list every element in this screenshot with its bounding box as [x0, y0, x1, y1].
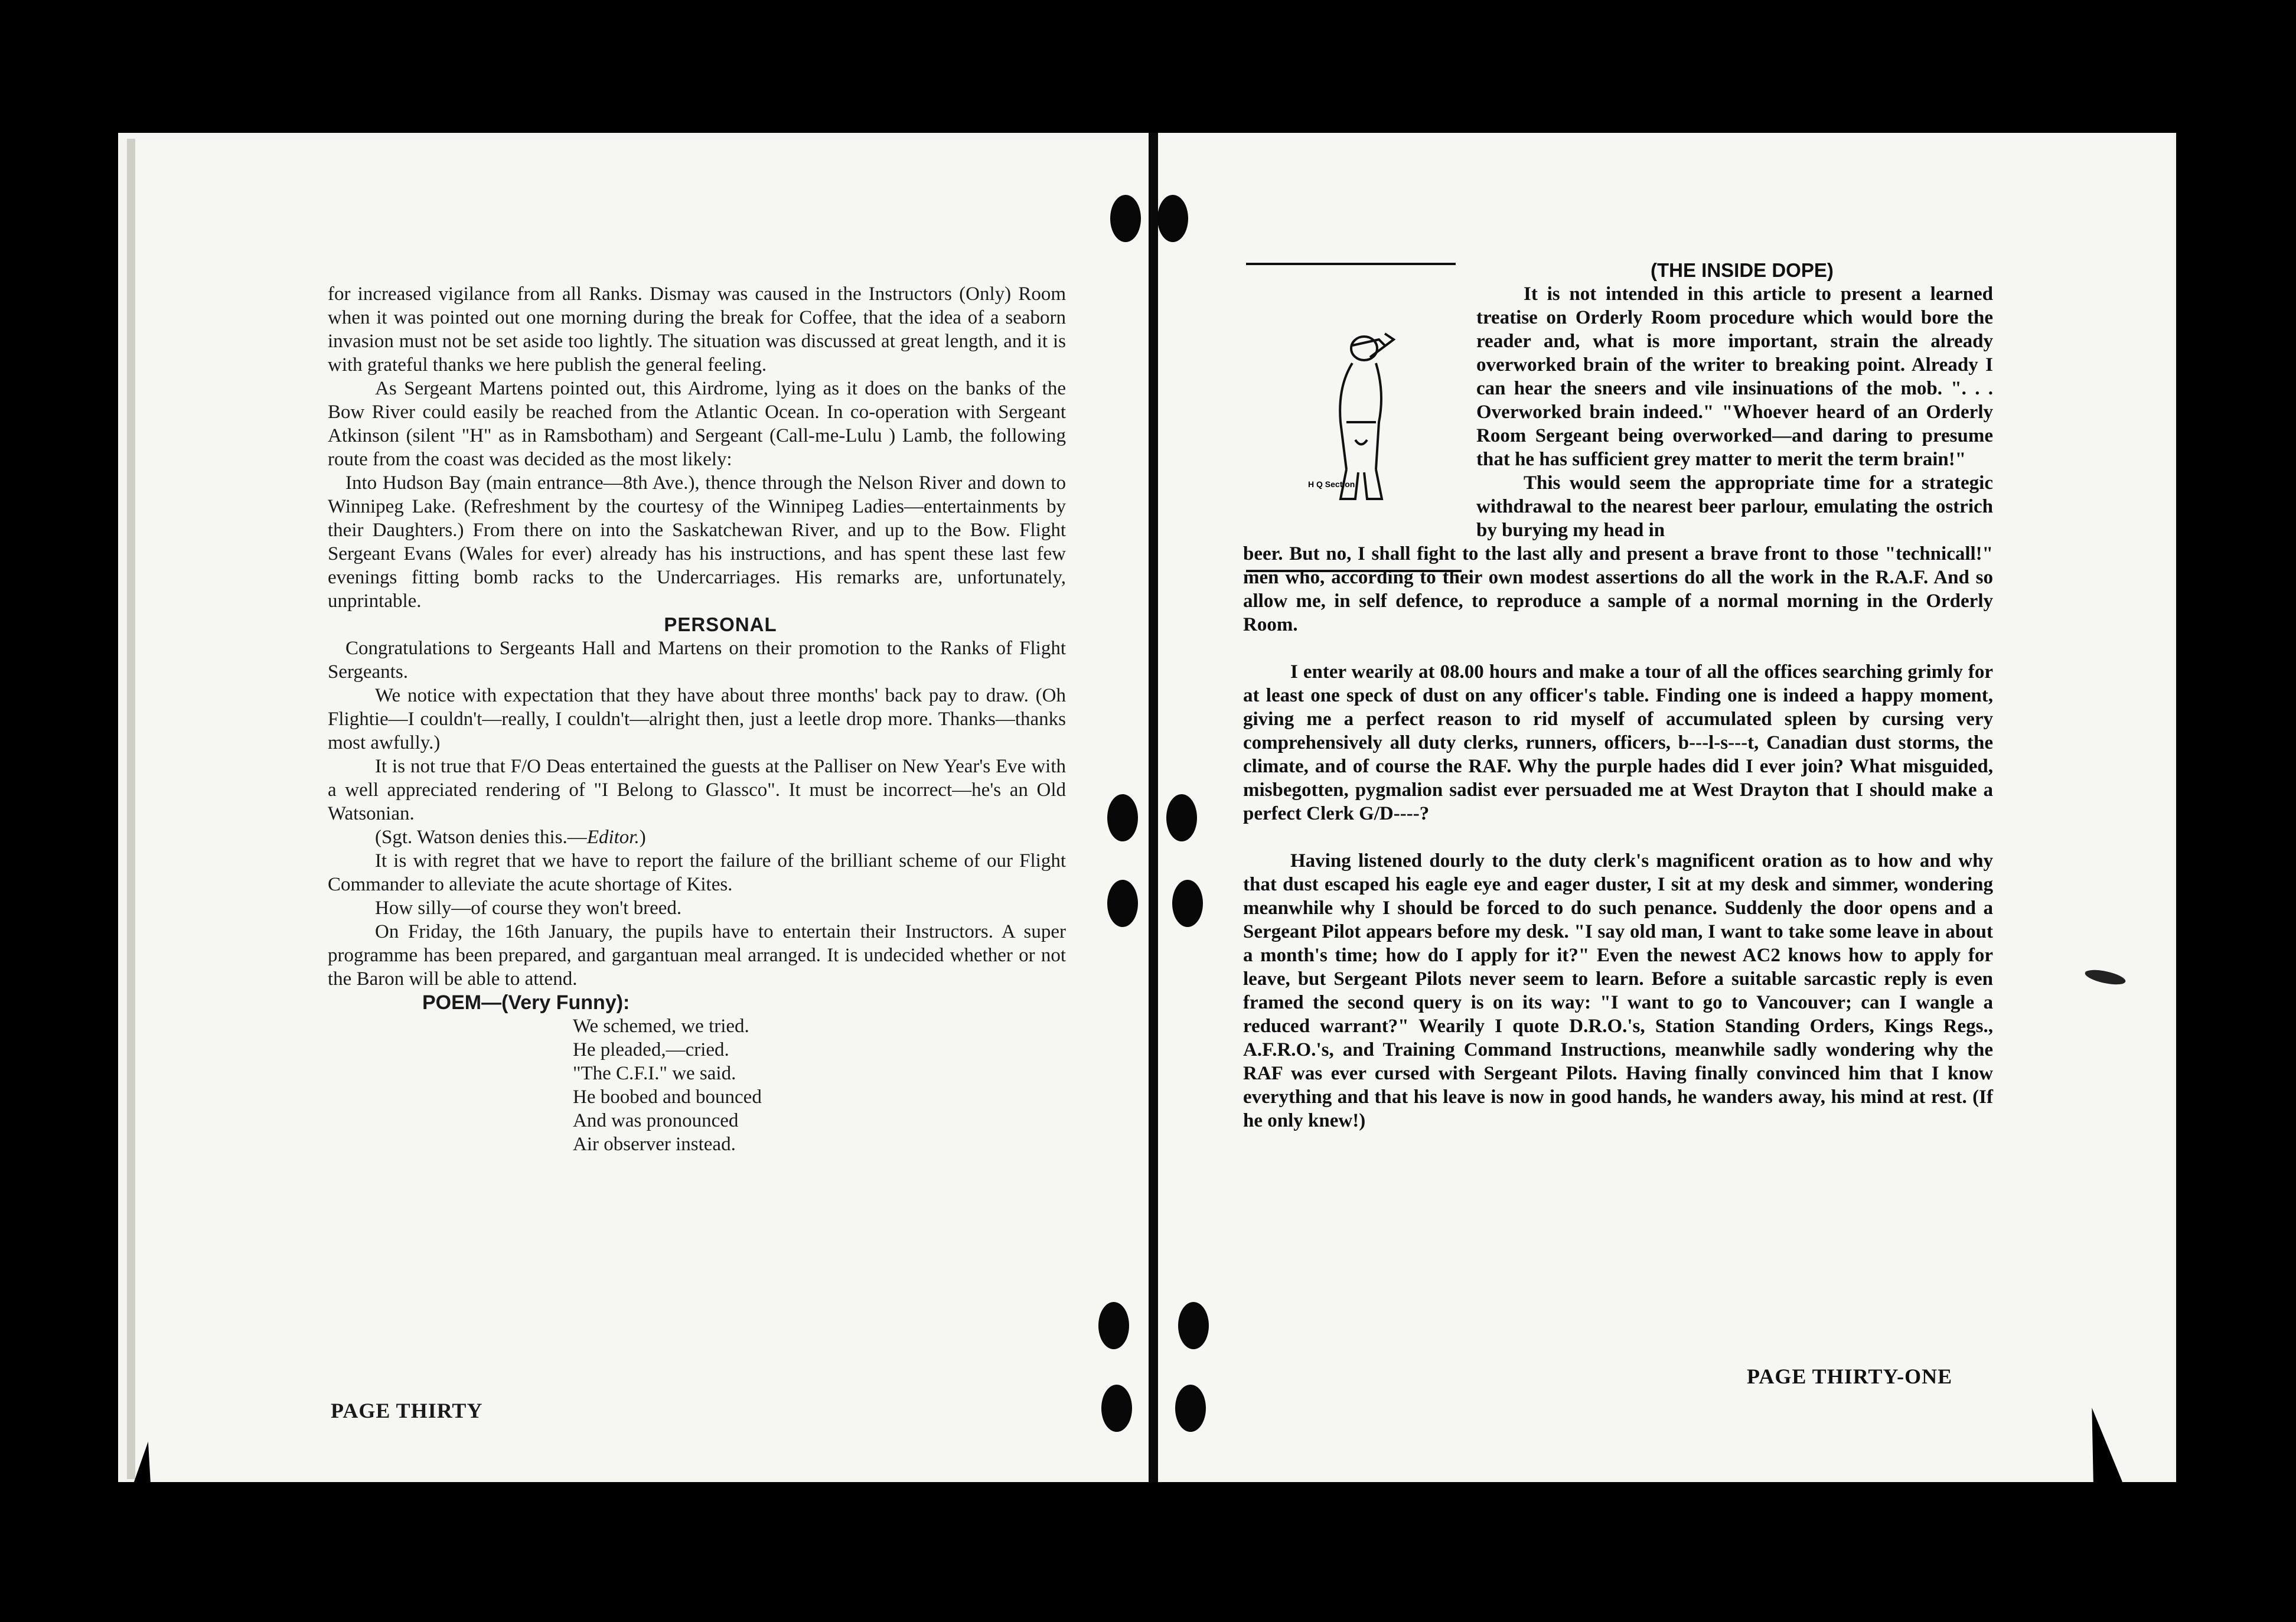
binding-gutter	[1149, 133, 1158, 1482]
binding-hole	[1166, 794, 1197, 841]
paragraph: We notice with expectation that they have about three months' back pay to draw. (Oh Flightie—I couldn't—really, I couldn't—alright then, just a leetle drop more. Thanks—thanks most awfully.)	[328, 685, 1066, 753]
wrapped-text	[1476, 282, 1993, 542]
binding-hole	[1157, 195, 1188, 242]
binding-hole	[1178, 1302, 1209, 1349]
poem-line: Air observer instead.	[573, 1134, 736, 1155]
page-shadow	[89, 1437, 184, 1622]
binding-hole	[1101, 1385, 1132, 1432]
page-number-left: PAGE THIRTY	[331, 1399, 483, 1422]
paragraph: Into Hudson Bay (main entrance—8th Ave.), thence through the Nelson River and down to Winnipeg Lake. (Refreshment by the courtesy of the Winnipeg Ladies—entertainments by their Daughters.) From there on into the Saskatchewan River, and up to the Bow. Flight Sergeant Evans (Wales for ever) already has his instructions, and has spent these last few evenings fitting bomb racks to the Undercarriages. His remarks are, unfortunately, unprintable.	[328, 472, 1066, 612]
binding-hole	[1110, 195, 1141, 242]
paragraph: How silly—of course they won't breed.	[375, 898, 682, 919]
left-page-text	[328, 282, 1066, 1156]
paragraph: As Sergeant Martens pointed out, this Airdrome, lying as it does on the banks of the Bow River could easily be reached from the Atlantic Ocean. In co-operation with Sergeant Atkinson (silent "H" as in Ramsbotham) and Sergeant (Call-me-Lulu ) Lamb, the following route from the coast was decided as the most likely:	[328, 378, 1066, 470]
editor-note-text: (Sgt. Watson denies this.—	[375, 827, 587, 848]
poem-line: "The C.F.I." we said.	[573, 1063, 736, 1084]
paragraph: This would seem the appropriate time for a strategic withdrawal to the nearest beer parlour, emulating the ostrich by burying my head in	[1476, 472, 1993, 541]
paragraph: beer. But no, I shall fight to the last ally and present a brave front to those "technicall!" men who, according to their own modest assertions do all the work in the R.A.F. And so allow me, in self defence, to reproduce a sample of a normal morning in the Orderly Room.	[1243, 543, 1993, 635]
binding-hole	[1172, 880, 1203, 927]
paragraph: for increased vigilance from all Ranks. Dismay was caused in the Instructors (Only) Room when it was pointed out one morning during the break for Coffee, that the idea of a seaborn invasion must not be set aside too lightly. The situation was discussed at great length, and it is with grateful thanks we here publish the general feeling.	[328, 283, 1066, 376]
figure-caption: H Q Section	[1308, 479, 1355, 489]
paragraph: I enter wearily at 08.00 hours and make a tour of all the offices searching grimly for at least one speck of dust on any officer's table. Finding one is indeed a happy moment, giving me a perfect reason to rid myself of accumulated spleen by cursing very comprehensively all duty clerks, runners, officers, b---l-s---t, Canadian dust storms, the climate, and of course the RAF. Why the purple hades did I ever join? What misguided, misbegotten, pygmalion sadist ever persuaded me at West Drayton that I should make a perfect Clerk G/D----?	[1243, 661, 1993, 824]
editor-word: Editor.	[586, 827, 640, 848]
binding-hole	[1098, 1302, 1129, 1349]
paragraph: It is not intended in this article to present a learned treatise on Orderly Room procedure which would bore the reader and, what is more important, strain the already overworked brain of the writer to breaking point. Already I can hear the sneers and vile insinuations of the mob. ". . . Overworked brain indeed." "Whoever heard of an Orderly Room Sergeant being overworked—and daring to presume that he has sufficient grey matter to merit the term brain!"	[1476, 283, 1993, 470]
poem-line: And was pronounced	[573, 1110, 739, 1131]
right-page-text	[1243, 259, 1993, 1133]
paragraph: Congratulations to Sergeants Hall and Martens on their promotion to the Ranks of Flight Sergeants.	[328, 638, 1066, 683]
binding-hole	[1107, 880, 1138, 927]
paragraph: On Friday, the 16th January, the pupils have to entertain their Instructors. A super programme has been prepared, and gargantuan meal arranged. It is undecided whether or not the Baron will be able to attend.	[328, 921, 1066, 990]
page-number-right: PAGE THIRTY-ONE	[1747, 1365, 1953, 1388]
binding-hole	[1107, 794, 1138, 841]
editor-note	[328, 825, 1066, 849]
poem-line: He boobed and bounced	[573, 1086, 762, 1108]
paragraph: It is not true that F/O Deas entertained the guests at the Palliser on New Year's Eve with a well appreciated rendering of "I Belong to Glassco". It must be incorrect—he's an Old Watsonian.	[328, 756, 1066, 824]
binding-hole	[1175, 1385, 1206, 1432]
article-title: (THE INSIDE DOPE)	[1651, 259, 1834, 281]
section-heading-personal: PERSONAL	[664, 613, 777, 635]
paragraph: Having listened dourly to the duty clerk's magnificent oration as to how and why that dust escaped his eagle eye and eager duster, I sit at my desk and simmer, wondering meanwhile why I should be forced to do such penance. Suddenly the door opens and a Sergeant Pilot appears before my desk. "I say old man, I want to take some leave in about a month's time; how do I apply for it?" Even the newest AC2 knows how to apply for leave, but Sergeant Pilots never seem to learn. Before a suitable sarcastic reply is even framed the second query is on its way: "I want to go to Vancouver; can I wangle a reduced warrant?" Wearily I quote D.R.O.'s, Station Standing Orders, Kings Regs., A.F.R.O.'s, and Training Command Instructions, meanwhile sadly wondering why the RAF was ever cursed with Sergeant Pilots. Having finally convinced him that I know everything and that his leave is now in good hands, he wanders away, his mind at rest. (If he only knew!)	[1243, 850, 1993, 1131]
poem-line: He pleaded,—cried.	[573, 1039, 729, 1060]
poem-line: We schemed, we tried.	[573, 1016, 749, 1037]
poem	[573, 1014, 1066, 1156]
paragraph: It is with regret that we have to report the failure of the brilliant scheme of our Flight Commander to alleviate the acute shortage of Kites.	[328, 850, 1066, 895]
poem-title: POEM—(Very Funny):	[422, 991, 630, 1014]
editor-note-close: )	[639, 827, 646, 848]
